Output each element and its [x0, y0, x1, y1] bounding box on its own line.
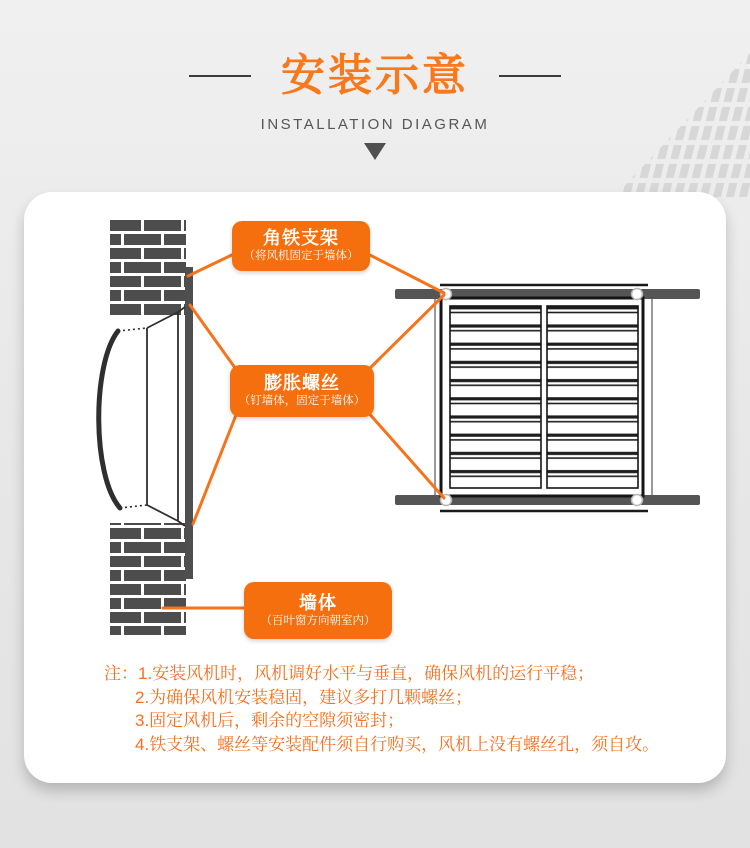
fan-bell-dotted-top — [118, 328, 147, 331]
title-row — [0, 51, 750, 100]
brick-wall-top — [110, 217, 186, 315]
callout-title: 墙体 — [299, 592, 337, 613]
note-line: 3.固定风机后，剩余的空隙须密封； — [135, 711, 405, 730]
brick-wall-bottom — [110, 523, 186, 635]
title-dash-right — [499, 75, 561, 77]
down-arrow-icon — [364, 143, 386, 160]
screw-top-right — [632, 289, 643, 300]
callout-angle-iron-bracket — [232, 221, 370, 271]
page-subtitle: INSTALLATION DIAGRAM — [260, 116, 490, 133]
side-view — [99, 217, 193, 635]
fan-bell-dotted-bottom — [120, 505, 147, 508]
connector-screw-upleft — [190, 305, 238, 372]
connector-screw-upright — [366, 295, 444, 372]
header — [0, 0, 750, 160]
mounting-plate-bar — [185, 267, 193, 579]
louver-panel-left — [450, 306, 541, 488]
louver-panel-right — [547, 306, 638, 488]
fan-bell-curve — [99, 331, 120, 508]
screw-bottom-right — [632, 495, 643, 506]
callout-wall — [244, 582, 392, 639]
note-line — [104, 662, 684, 686]
installation-notes — [104, 662, 684, 756]
note-prefix: 注： — [104, 664, 138, 683]
connector-bracket-left — [188, 252, 238, 276]
note-line: 2.为确保风机安装稳固，建议多打几颗螺丝； — [135, 687, 473, 707]
callout-subtitle: （钉墙体，固定于墙体） — [238, 395, 366, 407]
callout-subtitle: （将风机固定于墙体） — [243, 250, 359, 262]
note-item: 1.安装风机时，风机调好水平与垂直，确保风机的运行平稳； — [138, 664, 595, 683]
diagram-card — [24, 192, 726, 783]
callout-subtitle: （百叶窗方向朝室内） — [260, 614, 376, 627]
connector-bracket-right — [364, 252, 444, 293]
callout-title: 膨胀螺丝 — [264, 373, 340, 393]
title-dash-left — [189, 75, 251, 77]
connector-screw-downleft — [193, 410, 238, 524]
connector-screw-downright — [366, 410, 444, 498]
callout-expansion-screw — [230, 365, 374, 417]
connector-lines — [163, 252, 444, 608]
page-title: 安装示意 — [281, 51, 469, 100]
callout-title: 角铁支架 — [263, 228, 339, 248]
front-view — [395, 285, 700, 511]
fan-body-outline — [147, 307, 185, 526]
note-line: 4.铁支架、螺丝等安装配件须自行购买，风机上没有螺丝孔，须自攻。 — [135, 734, 660, 754]
